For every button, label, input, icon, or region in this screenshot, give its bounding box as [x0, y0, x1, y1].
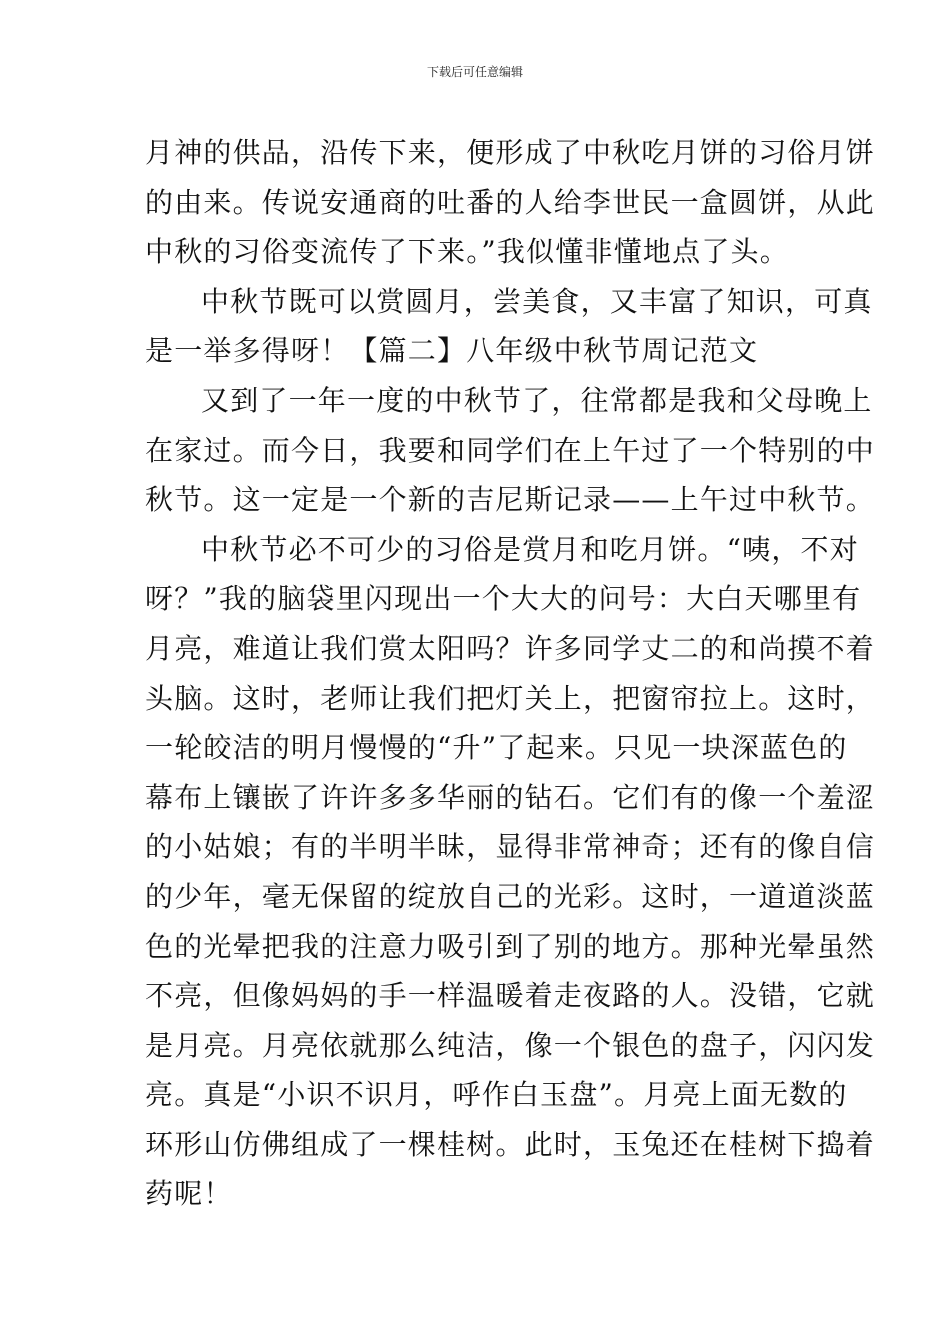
text-line: 幕布上镶嵌了许许多多华丽的钻石。它们有的像一个羞涩 — [145, 780, 876, 814]
text-line: 的由来。传说安通商的吐番的人给李世民一盒圆饼，从此 — [145, 185, 876, 219]
paragraph-first-line: 中秋节必不可少的习俗是赏月和吃月饼。“咦，不对 — [201, 532, 859, 566]
text-line: 亮。真是“小识不识月，呼作白玉盘”。月亮上面无数的 — [145, 1078, 848, 1112]
text-line: 一轮皎洁的明月慢慢的“升”了起来。只见一块深蓝色的 — [145, 731, 848, 765]
paragraph-first-line: 中秋节既可以赏圆月，尝美食，又丰富了知识，可真 — [201, 284, 873, 318]
text-line: 药呢！ — [145, 1177, 233, 1211]
body-text — [145, 128, 876, 1219]
text-line: 的少年，毫无保留的绽放自己的光彩。这时，一道道淡蓝 — [145, 879, 876, 913]
text-line: 中秋的习俗变流传了下来。”我似懂非懂地点了头。 — [145, 235, 789, 269]
text-line: 不亮，但像妈妈的手一样温暖着走夜路的人。没错，它就 — [145, 979, 876, 1013]
text-line: 月神的供品，沿传下来，便形成了中秋吃月饼的习俗月饼 — [145, 136, 876, 169]
text-line: 是月亮。月亮依就那么纯洁，像一个银色的盘子，闪闪发 — [145, 1028, 876, 1062]
paragraph-first-line: 又到了一年一度的中秋节了，往常都是我和父母晚上 — [201, 383, 873, 417]
text-line: 环形山仿佛组成了一棵桂树。此时，玉兔还在桂树下捣着 — [145, 1127, 876, 1161]
text-line: 呀？”我的脑袋里闪现出一个大大的问号：大白天哪里有 — [145, 582, 862, 616]
text-line: 头脑。这时，老师让我们把灯关上，把窗帘拉上。这时， — [145, 681, 876, 715]
text-line: 的小姑娘；有的半明半昧，显得非常神奇；还有的像自信 — [145, 830, 876, 864]
text-line: 在家过。而今日，我要和同学们在上午过了一个特别的中 — [145, 433, 876, 467]
text-line: 色的光晕把我的注意力吸引到了别的地方。那种光晕虽然 — [145, 929, 876, 963]
text-line: 月亮，难道让我们赏太阳吗？许多同学丈二的和尚摸不着 — [145, 631, 876, 665]
page-header: 下载后可任意编辑 — [426, 65, 523, 79]
text-line: 是一举多得呀！【篇二】八年级中秋节周记范文 — [145, 334, 759, 368]
text-line: 秋节。这一定是一个新的吉尼斯记录——上午过中秋节。 — [145, 483, 876, 517]
